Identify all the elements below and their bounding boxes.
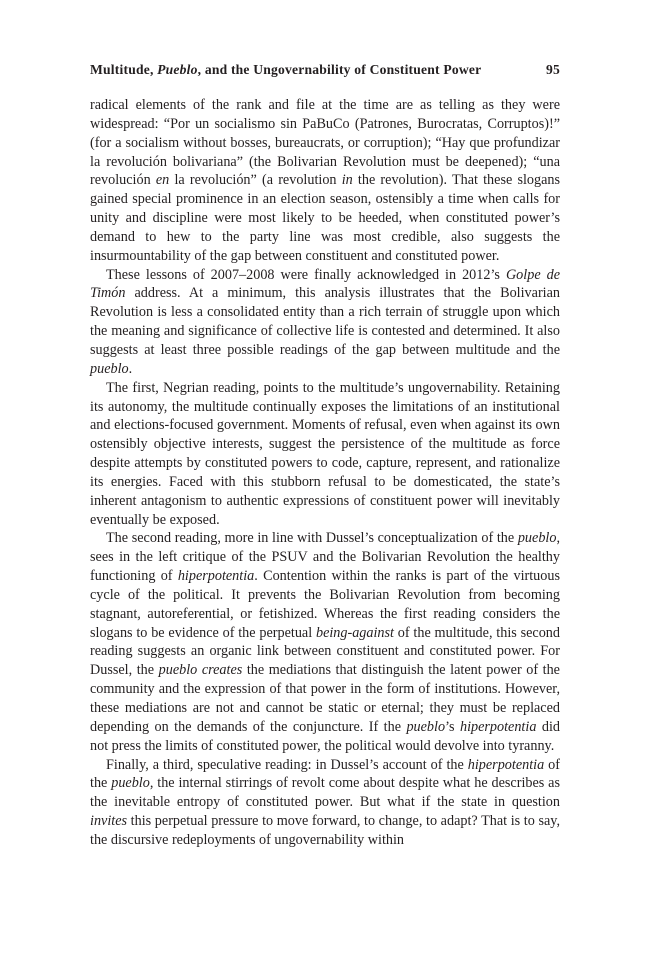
text-run: . Contention within the ranks is part of the virtuous cycle of the political. It prevents the Bolivarian Revolution from becoming stagnant, autoreferential, or fetishized. Whereas the first reading considers the slogans to be evidence of the perpetual [90, 568, 560, 641]
italic-run: pueblo [90, 360, 129, 377]
italic-run: pueblo [517, 530, 557, 547]
italic-run: pueblo [406, 718, 446, 735]
paragraph [90, 96, 560, 266]
text-run: of the multitude, this second reading suggests an organic link between constituent and constituted power. For Dussel, the [90, 624, 560, 679]
text-run: . [128, 360, 133, 377]
text-run: did not press the limits of constituted power, the political would devolve into tyranny. [90, 718, 560, 754]
italic-run: in [341, 172, 353, 189]
paragraph [90, 529, 560, 755]
paragraph [90, 266, 560, 379]
italic-run: pueblo [111, 775, 150, 792]
page-number: 95 [546, 62, 560, 77]
text-run: the mediations that distinguish the latent power of the community and the expression of that power in the form of institutions. However, these mediations are not and cannot be static or eternal; they must be replaced depending on the demands of the conjuncture. If the [90, 662, 560, 735]
text-run: la revolución” (a revolution [169, 172, 342, 189]
text-run: ’s [445, 718, 460, 735]
italic-run: invites [90, 813, 128, 830]
text-run: These lessons of 2007–2008 were finally acknowledged in 2012’s [106, 266, 506, 283]
running-head-title: Multitude, Pueblo, and the Ungovernability of Constituent Power [90, 62, 482, 77]
text-run: , the internal stirrings of revolt come about despite what he describes as the inevitable entropy of constituted power. But what if the state in question [90, 775, 560, 811]
body-text [90, 96, 560, 850]
text-run: of the [90, 756, 560, 792]
italic-run: being-against [315, 624, 394, 641]
paragraph [90, 379, 560, 530]
text-run: address. At a minimum, this analysis illustrates that the Bolivarian Revolution is less a consolidated entity than a rich terrain of struggle upon which the meaning and significance of collective life is contested and determined. It also suggests at least three possible readings of the gap between multitude and the [90, 285, 560, 358]
running-head [90, 62, 560, 84]
italic-run: hiperpotentia [467, 756, 545, 773]
italic-run: pueblo creates [158, 662, 243, 679]
text-run: The first, Negrian reading, points to the multitude’s ungovernability. Retaining its autonomy, the multitude continually exposes the limitations of an institutional and elections-focused government. Moments of refusal, even when against its own ostensibly objective interests, suggest the persistence of the multitude as force despite attempts by constituted powers to code, capture, represent, and rationalize its energies. Faced with this stubborn refusal to be domesticated, the state’s inherent antagonism to authentic expressions of constituent power will inevitably eventually be exposed. [90, 379, 560, 528]
italic-run: Golpe de Timón [90, 266, 560, 302]
paragraph [90, 756, 560, 850]
text-run: Finally, a third, speculative reading: in Dussel’s account of the [106, 756, 468, 773]
italic-run: en [155, 172, 170, 189]
text-run: radical elements of the rank and file at the time are as telling as they were widespread: “Por un socialismo sin PaBuCo (Patrones, Burocratas, Corruptos)!” (for a socialism without bosses, bureaucrats, or corruption); “Hay que profundizar la revolución bolivariana” (the Bolivarian Revolution must be deepened); “una revolución [90, 97, 560, 189]
text-run: the revolution). That these slogans gained special prominence in an election season, ostensibly a time when calls for unity and discipline were most likely to be heeded, when constituted power’s demand to hew to the party line was most credible, also suggests the insurmountability of the gap between constituent and constituted power. [90, 172, 561, 264]
italic-run: hiperpotentia [459, 718, 537, 735]
text-run: The second reading, more in line with Dussel’s conceptualization of the [106, 530, 518, 547]
text-run: this perpetual pressure to move forward, to change, to adapt? That is to say, the discursive redeployments of ungovernability within [90, 813, 560, 848]
book-page [90, 62, 560, 850]
italic-run: hiperpotentia [177, 568, 255, 585]
text-run: , sees in the left critique of the PSUV and the Bolivarian Revolution the healthy functioning of [90, 530, 560, 585]
